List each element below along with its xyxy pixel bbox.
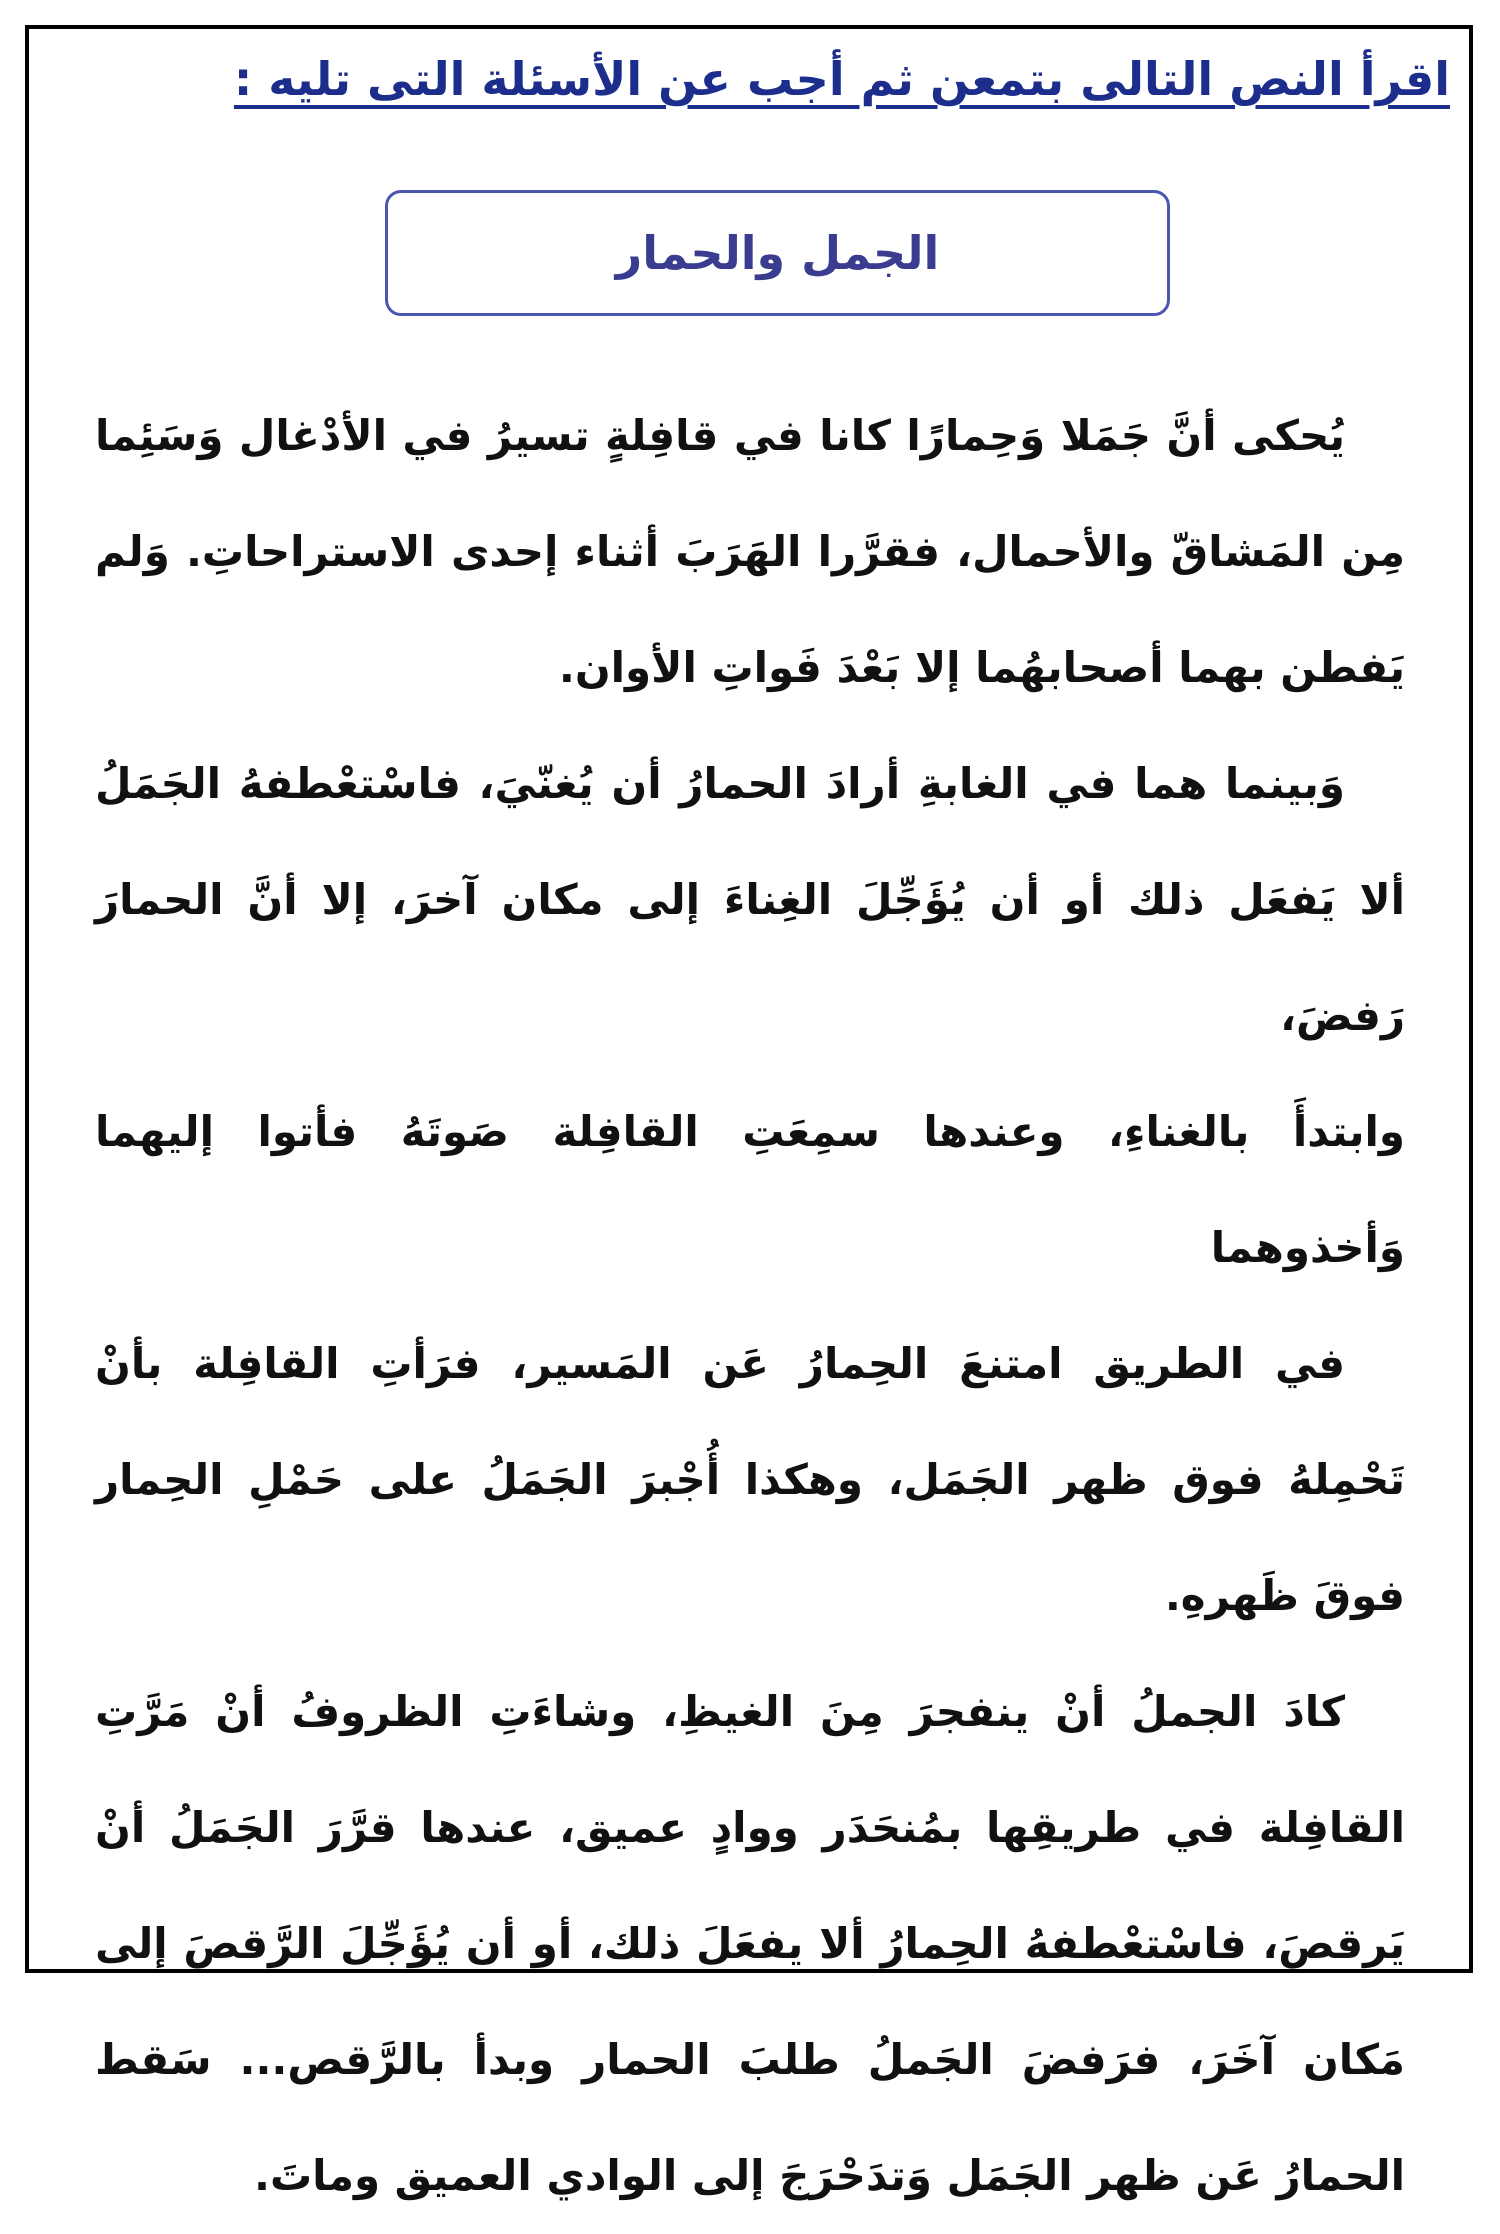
- instruction-heading: اقرأ النص التالى بتمعن ثم أجب عن الأسئلة التى تليه :: [233, 52, 1450, 106]
- story-body: [95, 378, 1405, 2234]
- paragraph-4: في الطريق امتنعَ الحِمارُ عَن المَسير، فرَأتِ القافِلة بأنْ تَحْمِلهُ فوق ظهر الجَمَل، وهكذا أُجْبرَ الجَمَلُ على حَمْلِ الحِمار فوقَ ظَهرهِ.: [95, 1339, 1405, 1620]
- paragraph-2: وَبينما هما في الغابةِ أرادَ الحمارُ أن يُغنّيَ، فاسْتعْطفهُ الجَمَلُ ألا يَفعَل ذلك أو أن يُؤَجِّلَ الغِناءَ إلى مكان آخرَ، إلا أنَّ الحمارَ رَفضَ،: [95, 759, 1405, 1040]
- story-title-box: [385, 190, 1170, 316]
- paragraph-5: كادَ الجملُ أنْ ينفجرَ مِنَ الغيظِ، وشاءَتِ الظروفُ أنْ مَرَّتِ القافِلة في طريقِها بمُنحَدَر ووادٍ عميق، عندها قرَّرَ الجَمَلُ أنْ يَرقصَ، فاسْتعْطفهُ الحِمارُ ألا يفعَلَ ذلك، أو أن يُؤَجِّلَ الرَّقصَ إلى مَكان آخَرَ، فرَفضَ الجَملُ طلبَ الحمار وبدأ بالرَّقص... سَقط الحمارُ عَن ظهر الجَمَل وَتدَحْرَجَ إلى الوادي العميق وماتَ.: [95, 1687, 1405, 2200]
- paragraph-1: يُحكى أنَّ جَمَلا وَحِمارًا كانا في قافِلةٍ تسيرُ في الأدْغال وَسَئِما مِن المَشاقّ والأحمال، فقرَّرا الهَرَبَ أثناء إحدى الاستراحاتِ. وَلم يَفطن بهما أصحابهُما إلا بَعْدَ فَواتِ الأوان.: [95, 411, 1405, 692]
- paragraph-3: وابتدأَ بالغناءِ، وعندها سمِعَتِ القافِلة صَوتَهُ فأتوا إليهما وَأخذوهما: [95, 1107, 1405, 1272]
- story-title: الجمل والحمار: [615, 226, 940, 280]
